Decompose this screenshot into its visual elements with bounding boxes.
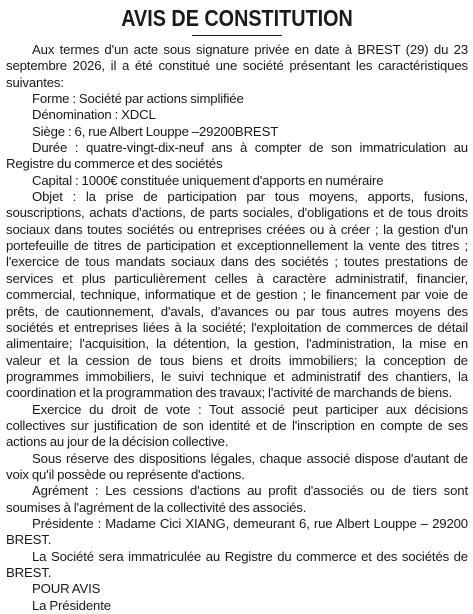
title-divider — [192, 35, 282, 36]
approval-paragraph: Agrément : Les cessions d'actions au profit d'associés ou de tiers sont soumises à l'agrément de la collectivité des associés. — [6, 483, 468, 515]
notice-title: AVIS DE CONSTITUTION — [121, 5, 353, 31]
capital-paragraph: Capital : 1000€ constituée uniquement d'apports en numéraire — [32, 172, 384, 188]
intro-paragraph: Aux termes d'un acte sous signature privée en date à BREST (29) du 23 septembre 2026, il a été constitué une société présentant les caractéristiques suivantes: — [6, 42, 468, 90]
votes-paragraph: Sous réserve des dispositions légales, chaque associé dispose d'autant de voix qu'il possède ou représente d'actions. — [6, 450, 468, 482]
form-paragraph: Forme : Société par actions simplifiée — [32, 91, 244, 107]
pour-avis-line: POUR AVIS — [32, 581, 101, 597]
president-paragraph: Présidente : Madame Cici XIANG, demeurant 6, rue Albert Louppe – 29200 BREST. — [6, 515, 468, 548]
registration-paragraph: La Société sera immatriculée au Registre du commerce et des sociétés de BREST. — [6, 548, 468, 580]
duration-paragraph: Durée : quatre-vingt-dix-neuf ans à compter de son immatriculation au Registre du commerce et des sociétés — [6, 140, 468, 172]
registered-office-paragraph: Siège : 6, rue Albert Louppe –29200BREST — [32, 123, 279, 139]
voting-rights-paragraph: Exercice du droit de vote : Tout associé peut participer aux décisions collectives sur justification de son identité et de l'inscription en compte de ses actions au jour de la décision collective. — [6, 401, 468, 450]
signatory-line: La Présidente — [32, 597, 111, 613]
purpose-paragraph: Objet : la prise de participation par tous moyens, apports, fusions, souscriptions, achats d'actions, de parts sociales, d'obligations et de tous droits sociaux dans toutes sociétés ou entreprises créées ou à créer ; la gestion d'un portefeuille de titres de participation et exceptionnellement la vente des titres ; l'exercice de tous mandats sociaux dans des sociétés ; toutes prestations de services et plus particulièrement celles à caractère administratif, financier, commercial, technique, informatique et de gestion ; le financement par voie de prêts, de cautionnement, d'avals, d'avances ou par tous autres moyens des sociétés et entreprises liées à la société; l'exploitation de commerces de détail alimentaire; l'acquisition, la détention, la gestion, l'administration, la mise en valeur et la cession de tous biens et droits immobiliers; la conception de programmes immobiliers, le suivi technique et administratif des chantiers, la coordination et la programmation des travaux; l'activité de marchands de biens. — [6, 189, 468, 401]
denomination-paragraph: Dénomination : XDCL — [32, 107, 156, 123]
legal-notice — [6, 0, 468, 614]
